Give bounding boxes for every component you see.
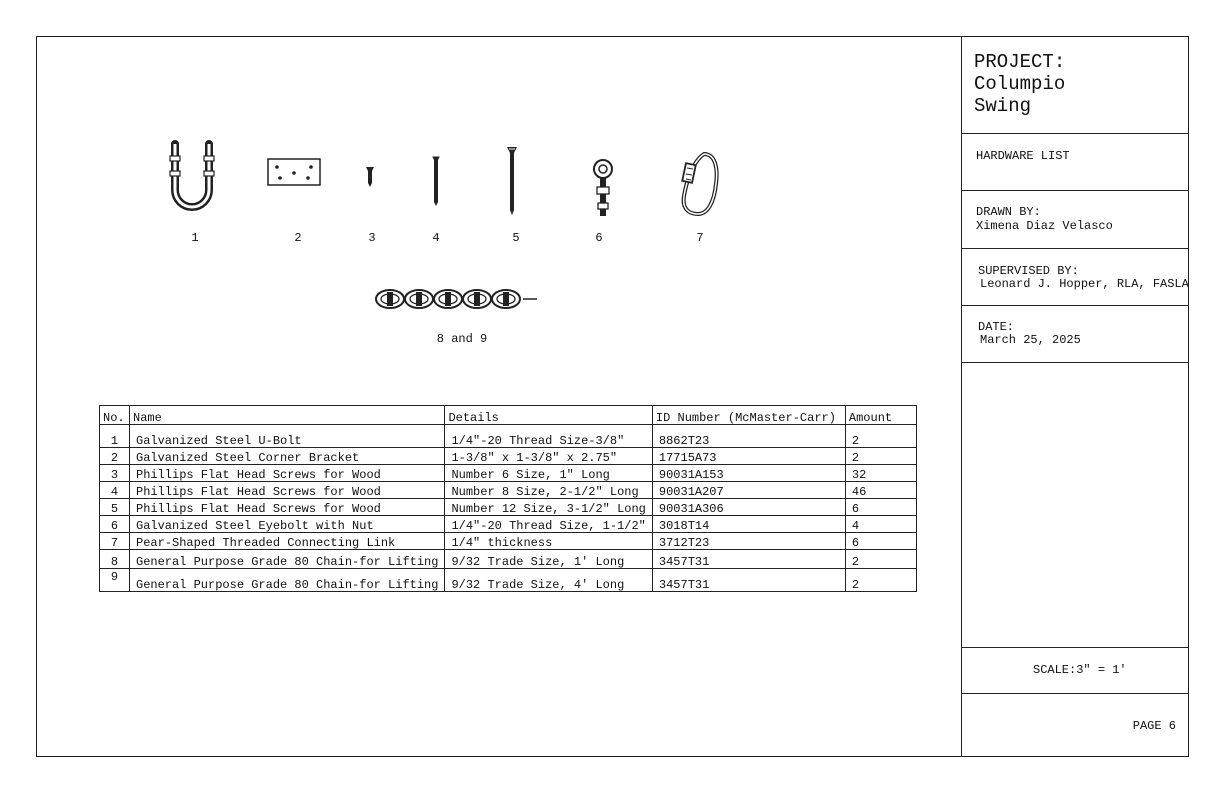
u-bolt-icon (168, 140, 218, 215)
cell-details: 1-3/8" x 1-3/8" x 2.75" (445, 448, 652, 465)
cell-no: 1 (100, 425, 130, 448)
cell-id: 17715A73 (652, 448, 845, 465)
connecting-link-icon (678, 150, 720, 218)
short-screw-icon (365, 165, 375, 189)
cell-no: 2 (100, 448, 130, 465)
cell-id: 3457T31 (652, 550, 845, 569)
cell-amount: 4 (845, 516, 916, 533)
supervised-by-name: Leonard J. Hopper, RLA, FASLA (980, 277, 1189, 291)
cell-name: Phillips Flat Head Screws for Wood (130, 465, 445, 482)
cell-details: Number 8 Size, 2-1/2" Long (445, 482, 652, 499)
table-row (100, 550, 917, 569)
cell-amount: 2 (845, 425, 916, 448)
cell-details: Number 12 Size, 3-1/2" Long (445, 499, 652, 516)
cell-id: 90031A153 (652, 465, 845, 482)
cell-name: Pear-Shaped Threaded Connecting Link (130, 533, 445, 550)
long-screw-icon (505, 145, 519, 217)
cell-id: 3712T23 (652, 533, 845, 550)
item-number-2: 2 (294, 231, 302, 245)
item-number-3: 3 (368, 231, 376, 245)
item-number-4: 4 (432, 231, 440, 245)
corner-bracket-icon (266, 156, 322, 188)
cell-name: General Purpose Grade 80 Chain-for Lifting (130, 569, 445, 592)
cell-id: 8862T23 (652, 425, 845, 448)
cell-amount: 6 (845, 533, 916, 550)
header-name: Name (130, 406, 445, 425)
header-id-number: ID Number (McMaster-Carr) (652, 406, 845, 425)
cell-no: 3 (100, 465, 130, 482)
date-label: DATE: (978, 320, 1015, 334)
cell-id: 3018T14 (652, 516, 845, 533)
cell-no: 9 (100, 569, 130, 592)
cell-amount: 2 (845, 569, 916, 592)
date-value: March 25, 2025 (980, 333, 1081, 347)
page-number: PAGE 6 (1132, 719, 1176, 733)
chain-icon (373, 287, 541, 311)
item-number-1: 1 (191, 231, 199, 245)
table-row (100, 516, 917, 533)
cell-details: Number 6 Size, 1" Long (445, 465, 652, 482)
eyebolt-icon (590, 156, 616, 220)
cell-name: Phillips Flat Head Screws for Wood (130, 482, 445, 499)
cell-amount: 2 (845, 448, 916, 465)
scale-label: SCALE: (1033, 663, 1077, 677)
cell-id: 90031A207 (652, 482, 845, 499)
cell-id: 3457T31 (652, 569, 845, 592)
item-number-8-9: 8 and 9 (436, 332, 488, 346)
header-details: Details (445, 406, 652, 425)
table-row (100, 425, 917, 448)
cell-name: Phillips Flat Head Screws for Wood (130, 499, 445, 516)
cell-amount: 2 (845, 550, 916, 569)
scale-text (1033, 663, 1127, 677)
project-name: Columpio Swing (974, 73, 1066, 117)
cell-name: Galvanized Steel U-Bolt (130, 425, 445, 448)
cell-details: 1/4"-20 Thread Size-3/8" (445, 425, 652, 448)
project-cell (962, 36, 1189, 134)
cell-amount: 32 (845, 465, 916, 482)
cell-no: 7 (100, 533, 130, 550)
table-row (100, 448, 917, 465)
table-row (100, 482, 917, 499)
scale-cell (962, 648, 1189, 694)
header-amount: Amount (845, 406, 916, 425)
cell-no: 4 (100, 482, 130, 499)
item-number-7: 7 (696, 231, 704, 245)
drawn-by-label: DRAWN BY: (976, 205, 1041, 219)
cell-id: 90031A306 (652, 499, 845, 516)
cell-name: General Purpose Grade 80 Chain-for Lifting (130, 550, 445, 569)
supervised-by-cell (962, 249, 1189, 306)
medium-screw-icon (430, 154, 442, 208)
sheet-title-cell (962, 134, 1189, 191)
cell-no: 8 (100, 550, 130, 569)
sheet-title: HARDWARE LIST (976, 149, 1070, 163)
hardware-table (99, 405, 917, 592)
project-label: PROJECT: (974, 51, 1066, 73)
supervised-by-label: SUPERVISED BY: (978, 264, 1079, 278)
item-number-6: 6 (595, 231, 603, 245)
page-cell (962, 694, 1189, 757)
title-block-blank (962, 363, 1189, 648)
item-number-5: 5 (512, 231, 520, 245)
table-row (100, 465, 917, 482)
cell-name: Galvanized Steel Corner Bracket (130, 448, 445, 465)
drawn-by-name: Ximena Diaz Velasco (976, 219, 1113, 233)
cell-no: 6 (100, 516, 130, 533)
date-cell (962, 306, 1189, 363)
table-row (100, 569, 917, 592)
cell-amount: 46 (845, 482, 916, 499)
cell-details: 9/32 Trade Size, 1' Long (445, 550, 652, 569)
cell-amount: 6 (845, 499, 916, 516)
scale-value: 3" = 1' (1076, 663, 1127, 677)
cell-name: Galvanized Steel Eyebolt with Nut (130, 516, 445, 533)
header-no: No. (100, 406, 130, 425)
cell-details: 1/4"-20 Thread Size, 1-1/2" (445, 516, 652, 533)
table-row (100, 499, 917, 516)
cell-no: 5 (100, 499, 130, 516)
drawn-by-cell (962, 191, 1189, 249)
cell-details: 1/4" thickness (445, 533, 652, 550)
table-header-row (100, 406, 917, 425)
table-row (100, 533, 917, 550)
cell-details: 9/32 Trade Size, 4' Long (445, 569, 652, 592)
